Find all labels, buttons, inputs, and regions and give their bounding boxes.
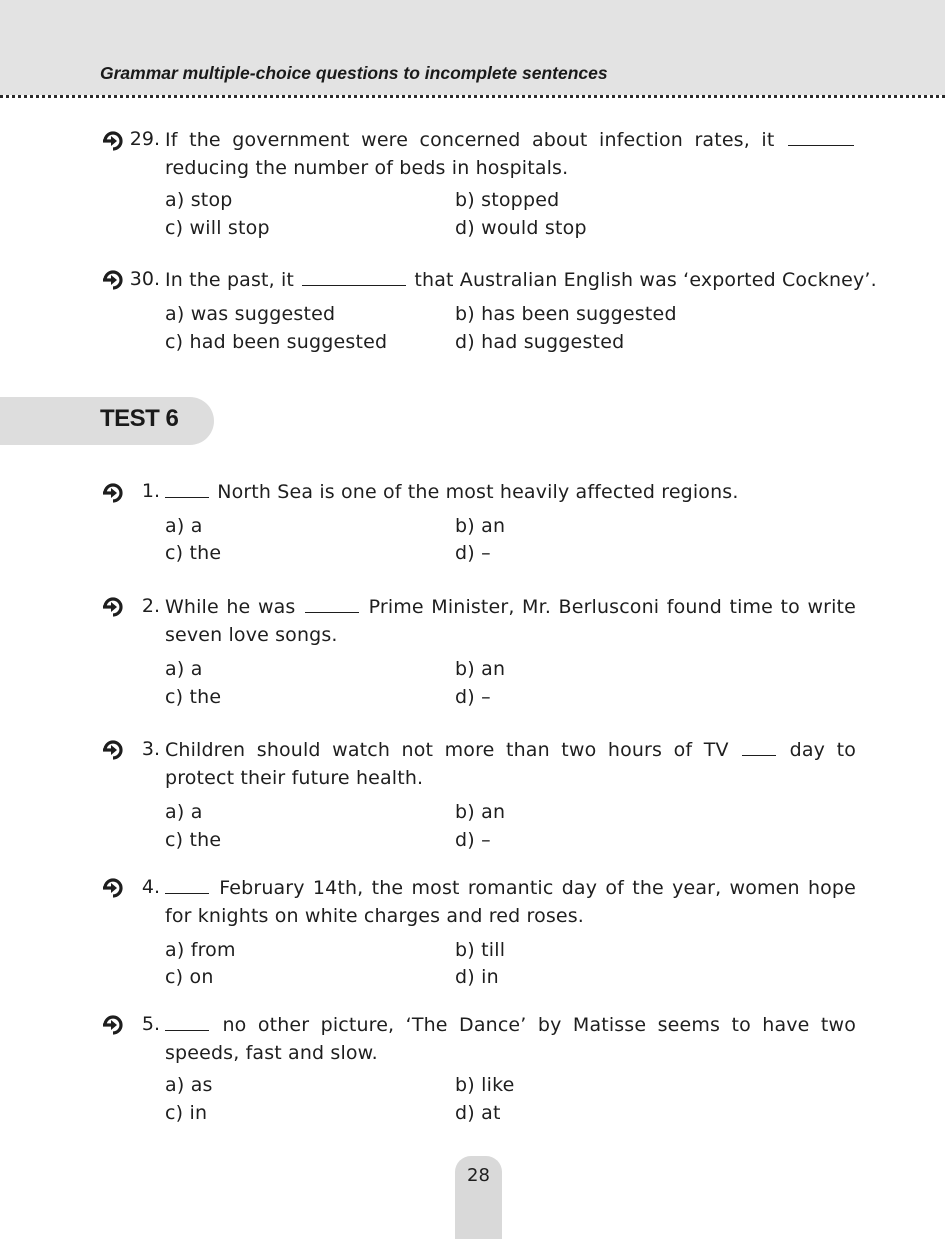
question-text-part: reducing the number of beds in hospitals.	[165, 157, 569, 179]
question-text-part: that Australian English was ‘exported Cockney’.	[414, 269, 877, 291]
option-a: a) a	[165, 658, 203, 680]
question-text-part: Children should watch not more than two hours of TV	[165, 739, 729, 761]
option-a: a) stop	[165, 189, 233, 211]
question-number: 2.	[141, 595, 160, 617]
question-text-part: While he was	[165, 596, 296, 618]
option-d: d) in	[455, 966, 499, 988]
option-c: c) in	[165, 1102, 208, 1124]
question-text	[165, 1011, 856, 1067]
question-text-part: In the past, it	[165, 269, 295, 291]
question-number: 1.	[141, 480, 160, 502]
header-title: Grammar multiple-choice questions to incomplete sentences	[100, 63, 608, 83]
question-text-part: no other picture, ‘The Dance’ by Matisse seems to have two speeds, fast and slow.	[165, 1014, 856, 1064]
question-text-part: February 14th, the most romantic day of the year, women hope for knights on white charges and red roses.	[165, 877, 856, 927]
option-d: d) at	[455, 1102, 501, 1124]
option-c: c) the	[165, 686, 222, 708]
option-b: b) an	[455, 801, 506, 823]
option-b: b) like	[455, 1074, 515, 1096]
option-d: d) would stop	[455, 217, 587, 239]
question-number: 29.	[129, 128, 160, 150]
option-b: b) has been suggested	[455, 303, 677, 325]
test-title: TEST 6	[100, 405, 179, 432]
option-b: b) stopped	[455, 189, 560, 211]
option-d: d) –	[455, 686, 491, 708]
answer-blank	[305, 598, 359, 613]
answer-blank	[165, 879, 209, 894]
question-text-part: If the government were concerned about infection rates, it	[165, 129, 775, 151]
answer-blank	[788, 131, 854, 146]
option-d: d) had suggested	[455, 331, 625, 353]
option-a: a) as	[165, 1074, 213, 1096]
answer-blank	[742, 741, 776, 756]
option-c: c) had been suggested	[165, 331, 388, 353]
option-c: c) the	[165, 542, 222, 564]
option-b: b) till	[455, 939, 506, 961]
question-text-part: day to protect their future health.	[165, 739, 856, 789]
answer-blank	[165, 483, 209, 498]
question-text	[165, 874, 856, 930]
option-b: b) an	[455, 658, 506, 680]
option-d: d) –	[455, 542, 491, 564]
question-number: 4.	[141, 876, 160, 898]
question-text-part: Prime Minister, Mr. Berlusconi found time to write seven love songs.	[165, 596, 856, 646]
question-text	[165, 593, 856, 649]
option-c: c) will stop	[165, 217, 270, 239]
option-a: a) a	[165, 801, 203, 823]
answer-blank	[165, 1016, 209, 1031]
option-a: a) from	[165, 939, 236, 961]
question-text	[165, 266, 877, 294]
answer-blank	[302, 271, 406, 286]
question-number: 30.	[129, 268, 160, 290]
option-c: c) on	[165, 966, 214, 988]
option-a: a) a	[165, 515, 203, 537]
option-a: a) was suggested	[165, 303, 336, 325]
option-c: c) the	[165, 829, 222, 851]
question-text	[165, 478, 856, 506]
option-d: d) –	[455, 829, 491, 851]
question-number: 3.	[141, 738, 160, 760]
page-number: 28	[467, 1165, 490, 1186]
question-number: 5.	[141, 1013, 160, 1035]
option-b: b) an	[455, 515, 506, 537]
question-text	[165, 126, 856, 182]
question-text-part: North Sea is one of the most heavily affected regions.	[217, 481, 739, 503]
header-divider	[0, 95, 945, 98]
question-text	[165, 736, 856, 792]
